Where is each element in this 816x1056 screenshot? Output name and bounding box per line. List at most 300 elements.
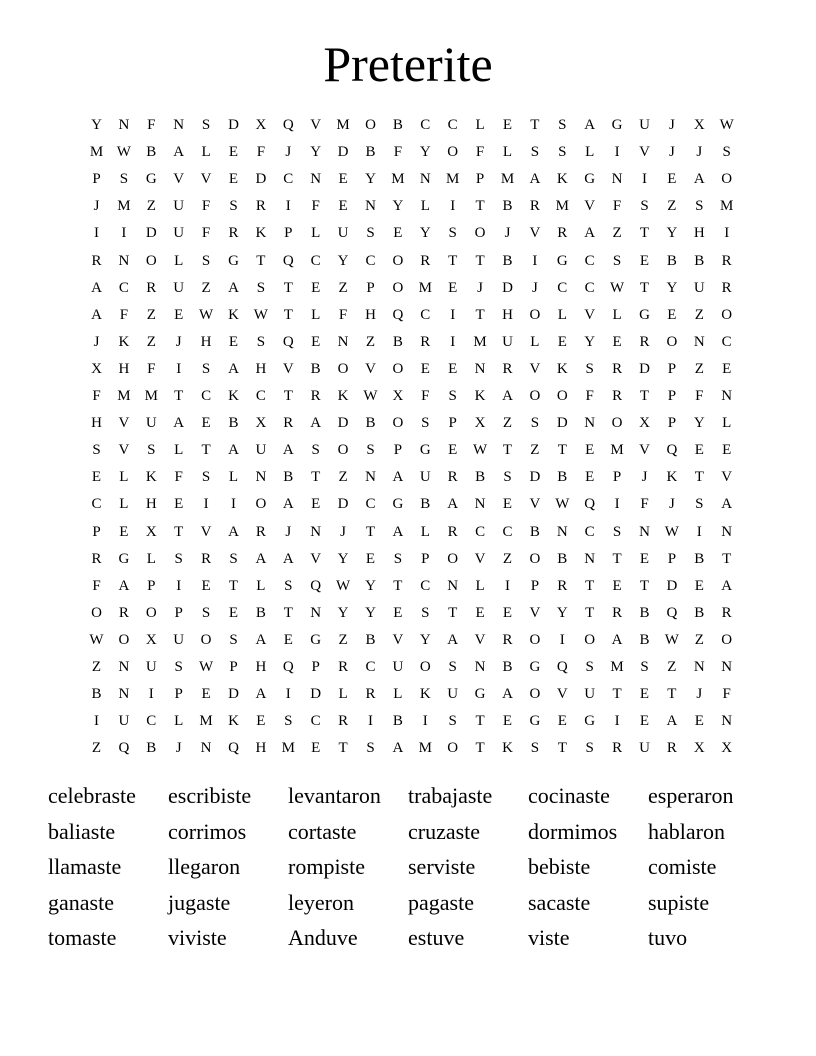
grid-letter: N [310, 604, 322, 621]
word-list-item: tuvo [648, 925, 688, 950]
grid-letter: R [310, 388, 321, 404]
grid-letter: M [446, 171, 460, 188]
grid-letter: W [363, 388, 378, 404]
grid-letter: E [283, 631, 293, 648]
grid-letter: O [145, 252, 157, 269]
grid-letter: D [337, 415, 349, 432]
grid-letter: C [310, 252, 321, 269]
grid-letter: S [311, 442, 320, 459]
grid-letter: S [174, 659, 183, 675]
grid-letter: N [584, 550, 596, 567]
word-list-item: jugaste [168, 889, 231, 915]
grid-letter: T [639, 388, 650, 404]
grid-letter: T [612, 550, 622, 567]
grid-letter: R [639, 333, 650, 350]
grid-letter: J [696, 686, 703, 703]
grid-letter: N [611, 171, 623, 188]
grid-letter: C [420, 306, 431, 323]
grid-letter: N [474, 659, 486, 675]
grid-letter: U [145, 415, 157, 432]
grid-letter: E [502, 713, 513, 730]
grid-letter: J [285, 144, 292, 161]
grid-letter: A [392, 523, 404, 540]
grid-letter: O [118, 631, 130, 648]
grid-letter: M [199, 713, 213, 730]
grid-letter: S [256, 279, 266, 296]
grid-letter: I [696, 523, 702, 540]
grid-letter: J [668, 117, 675, 133]
grid-letter: G [584, 171, 596, 188]
grid-letter: Y [337, 604, 349, 621]
word-list-item: serviste [408, 854, 476, 879]
grid-letter: U [392, 659, 404, 675]
grid-letter: O [91, 604, 102, 621]
grid-letter: S [421, 604, 430, 621]
grid-letter: V [173, 171, 185, 188]
grid-letter: M [89, 144, 104, 161]
grid-letter: R [91, 252, 102, 269]
grid-letter: O [392, 360, 404, 377]
grid-letter: T [475, 306, 485, 323]
grid-letter: B [475, 469, 486, 486]
word-list-item: pagaste [408, 889, 474, 915]
grid-letter: N [310, 171, 322, 188]
grid-letter: F [147, 360, 156, 377]
grid-letter: I [505, 577, 510, 594]
grid-letter: T [639, 577, 650, 594]
grid-letter: Y [310, 144, 322, 161]
grid-letter: T [393, 577, 403, 594]
grid-letter: D [228, 686, 239, 703]
word-list-item: corrimos [168, 818, 247, 844]
grid-letter: N [693, 333, 705, 350]
grid-letter: M [281, 740, 295, 757]
word-list-item: trabajaste [408, 783, 493, 808]
grid-letter: E [502, 117, 513, 133]
grid-letter: N [365, 469, 376, 486]
grid-letter: O [255, 496, 267, 513]
grid-letter: E [393, 604, 403, 621]
grid-letter: Q [310, 577, 322, 594]
grid-letter: N [721, 659, 733, 675]
grid-letter: R [201, 550, 212, 567]
grid-letter: T [283, 279, 293, 296]
grid-letter: B [502, 252, 513, 269]
grid-letter: C [310, 713, 321, 730]
grid-letter: T [228, 577, 239, 594]
grid-letter: O [200, 631, 212, 648]
grid-letter: Z [612, 225, 622, 242]
grid-letter: E [256, 713, 266, 730]
grid-letter: S [229, 550, 238, 567]
grid-letter: A [529, 171, 541, 188]
grid-letter: G [419, 442, 431, 459]
grid-letter: I [148, 686, 154, 703]
grid-letter: S [612, 252, 622, 269]
grid-row [83, 356, 743, 383]
grid-letter: I [614, 496, 620, 513]
grid-letter: E [557, 713, 567, 730]
grid-letter: Q [282, 252, 294, 269]
grid-letter: W [199, 659, 214, 675]
grid-letter: V [639, 442, 650, 459]
grid-letter: V [200, 523, 212, 540]
grid-letter: J [93, 333, 100, 350]
grid-letter: P [92, 171, 101, 188]
grid-letter: P [311, 659, 320, 675]
grid-letter: L [612, 306, 622, 323]
grid-letter: I [450, 333, 456, 350]
grid-letter: E [557, 333, 567, 350]
grid-letter: K [419, 686, 431, 703]
grid-letter: Z [146, 333, 156, 350]
grid-letter: D [337, 496, 349, 513]
word-list-item: leyeron [288, 889, 354, 915]
grid-letter: G [310, 631, 322, 648]
grid-letter: Y [419, 225, 431, 242]
grid-letter: Z [146, 306, 156, 323]
grid-letter: Y [419, 631, 431, 648]
grid-letter: S [256, 333, 266, 350]
grid-letter: R [255, 198, 266, 215]
grid-letter: A [392, 469, 404, 486]
grid-letter: G [639, 306, 650, 323]
grid-letter: S [92, 442, 101, 459]
grid-letter: E [174, 306, 184, 323]
grid-letter: C [91, 496, 102, 513]
grid-letter: G [556, 252, 568, 269]
grid-letter: W [199, 306, 214, 323]
grid-letter: A [502, 686, 513, 703]
grid-letter: S [558, 117, 567, 133]
grid-letter: P [530, 577, 540, 594]
grid-letter: B [639, 631, 650, 648]
grid-letter: D [639, 360, 650, 377]
grid-letter: R [721, 252, 732, 269]
grid-letter: I [94, 225, 99, 242]
grid-letter: G [228, 252, 239, 269]
grid-letter: N [584, 415, 596, 432]
grid-letter: P [667, 415, 677, 432]
grid-letter: E [91, 469, 102, 486]
grid-letter: U [337, 225, 349, 242]
grid-letter: O [584, 631, 596, 648]
word-search-grid [83, 112, 743, 762]
grid-letter: V [529, 225, 541, 242]
grid-letter: E [667, 171, 677, 188]
grid-letter: H [145, 496, 157, 513]
grid-letter: L [146, 550, 156, 567]
grid-letter: P [667, 388, 677, 404]
grid-letter: L [557, 306, 567, 323]
word-list-item: cocinaste [528, 783, 610, 808]
grid-letter: E [667, 306, 677, 323]
grid-letter: S [201, 252, 211, 269]
grid-letter: S [284, 577, 293, 594]
grid-letter: E [174, 496, 184, 513]
grid-letter: D [666, 577, 678, 594]
word-list-item: comiste [648, 854, 717, 879]
grid-letter: T [283, 306, 293, 323]
grid-letter: R [118, 604, 129, 621]
grid-letter: B [694, 604, 705, 621]
grid-letter: T [694, 469, 704, 486]
grid-letter: P [667, 550, 677, 567]
grid-letter: O [721, 171, 733, 188]
grid-letter: O [529, 550, 541, 567]
grid-letter: C [420, 577, 431, 594]
grid-letter: Y [584, 333, 596, 350]
grid-letter: R [612, 740, 623, 757]
grid-letter: K [228, 388, 239, 404]
grid-row [83, 735, 743, 762]
grid-letter: R [721, 604, 732, 621]
grid-letter: I [559, 631, 565, 648]
grid-letter: N [200, 740, 212, 757]
grid-letter: U [173, 631, 185, 648]
grid-letter: L [338, 686, 348, 703]
grid-letter: T [448, 604, 458, 621]
grid-letter: Z [91, 740, 102, 757]
grid-letter: O [392, 252, 404, 269]
grid-row [83, 275, 743, 302]
grid-letter: A [228, 523, 239, 540]
grid-letter: B [146, 740, 157, 757]
grid-letter: A [255, 631, 267, 648]
grid-letter: F [640, 496, 649, 513]
grid-row [83, 491, 743, 518]
grid-letter: T [475, 198, 485, 215]
grid-letter: S [366, 225, 375, 242]
grid-letter: V [529, 496, 541, 513]
grid-letter: O [145, 604, 157, 621]
grid-letter: E [502, 604, 513, 621]
grid-letter: O [721, 631, 733, 648]
grid-letter: E [694, 713, 704, 730]
grid-letter: T [639, 225, 650, 242]
grid-letter: Q [584, 496, 596, 513]
grid-letter: G [474, 686, 486, 703]
grid-letter: Y [365, 171, 376, 188]
grid-letter: L [311, 225, 321, 242]
word-list-item: baliaste [48, 818, 116, 844]
word-list-item: celebraste [48, 783, 136, 808]
grid-letter: V [529, 360, 541, 377]
grid-letter: U [173, 225, 185, 242]
grid-letter: O [337, 360, 349, 377]
grid-letter: E [612, 577, 622, 594]
grid-letter: T [475, 740, 485, 757]
grid-letter: Z [365, 333, 376, 350]
grid-letter: J [93, 198, 100, 215]
grid-letter: U [639, 740, 650, 757]
grid-letter: G [529, 713, 541, 730]
word-list-item: tomaste [48, 925, 117, 950]
grid-letter: X [91, 360, 102, 377]
grid-letter: C [420, 117, 431, 133]
grid-letter: S [612, 523, 622, 540]
word-list-item: levantaron [288, 783, 381, 808]
grid-letter: D [255, 171, 267, 188]
grid-letter: O [392, 415, 404, 432]
grid-letter: Y [365, 577, 376, 594]
grid-letter: X [693, 117, 705, 133]
word-list-item: estuve [408, 925, 465, 950]
grid-letter: R [91, 550, 102, 567]
grid-letter: C [584, 279, 595, 296]
grid-letter: T [585, 577, 595, 594]
grid-letter: M [610, 659, 624, 675]
grid-letter: F [92, 388, 101, 404]
grid-letter: C [255, 388, 266, 404]
grid-letter: D [310, 686, 322, 703]
grid-letter: N [447, 577, 459, 594]
grid-letter: B [694, 252, 705, 269]
grid-letter: Z [201, 279, 211, 296]
grid-letter: G [584, 713, 596, 730]
grid-letter: N [639, 523, 650, 540]
grid-letter: O [365, 117, 376, 133]
grid-letter: W [89, 631, 104, 648]
grid-letter: P [393, 442, 403, 459]
grid-letter: A [228, 279, 239, 296]
grid-letter: N [419, 171, 431, 188]
grid-letter: S [530, 415, 540, 432]
grid-letter: F [338, 306, 348, 323]
grid-letter: J [504, 225, 511, 242]
grid-letter: B [365, 631, 376, 648]
grid-letter: O [474, 225, 486, 242]
grid-letter: W [253, 306, 268, 323]
grid-letter: S [558, 144, 567, 161]
grid-letter: E [338, 171, 348, 188]
grid-letter: U [502, 333, 513, 350]
grid-letter: W [664, 631, 679, 648]
grid-letter: F [585, 388, 594, 404]
grid-letter: Q [118, 740, 130, 757]
grid-letter: F [311, 198, 320, 215]
word-list-item: bebiste [528, 854, 591, 879]
grid-letter: R [420, 333, 431, 350]
grid-letter: V [639, 144, 650, 161]
grid-row [83, 546, 743, 573]
word-list-item: rompiste [288, 854, 365, 879]
grid-letter: A [255, 686, 267, 703]
grid-letter: E [228, 333, 239, 350]
grid-row [83, 627, 743, 654]
grid-letter: E [311, 279, 321, 296]
grid-letter: N [721, 523, 733, 540]
grid-letter: M [117, 388, 131, 404]
grid-letter: S [229, 631, 238, 648]
grid-letter: C [201, 388, 212, 404]
grid-letter: O [447, 144, 459, 161]
grid-letter: B [228, 415, 239, 432]
grid-letter: R [228, 225, 239, 242]
grid-letter: E [201, 686, 211, 703]
grid-letter: T [639, 279, 650, 296]
grid-letter: V [118, 442, 130, 459]
grid-letter: U [693, 279, 705, 296]
grid-letter: L [119, 496, 129, 513]
grid-letter: B [557, 469, 568, 486]
word-list-item: llamaste [48, 854, 122, 879]
grid-letter: Z [502, 550, 513, 567]
grid-letter: I [450, 198, 456, 215]
grid-letter: D [529, 469, 541, 486]
grid-letter: F [421, 388, 430, 404]
grid-letter: T [365, 523, 376, 540]
grid-row [83, 248, 743, 275]
grid-letter: T [283, 604, 293, 621]
grid-letter: Q [666, 442, 678, 459]
grid-letter: I [176, 360, 182, 377]
grid-letter: K [145, 469, 157, 486]
grid-letter: B [502, 198, 513, 215]
grid-letter: I [724, 225, 730, 242]
grid-letter: B [639, 604, 650, 621]
grid-letter: W [116, 144, 131, 161]
grid-letter: P [174, 686, 183, 703]
grid-letter: A [584, 117, 596, 133]
grid-letter: S [119, 171, 129, 188]
grid-letter: A [228, 360, 239, 377]
grid-letter: L [201, 144, 211, 161]
grid-letter: N [173, 117, 185, 133]
grid-letter: E [311, 333, 321, 350]
grid-row [83, 600, 743, 627]
grid-letter: N [556, 523, 568, 540]
grid-letter: P [284, 225, 293, 242]
grid-letter: G [392, 496, 404, 513]
grid-letter: E [585, 442, 595, 459]
grid-letter: R [420, 252, 431, 269]
grid-letter: K [228, 713, 239, 730]
grid-letter: F [695, 388, 704, 404]
grid-letter: J [668, 144, 675, 161]
grid-row [83, 302, 743, 329]
grid-letter: K [556, 360, 568, 377]
grid-letter: O [666, 333, 678, 350]
grid-letter: M [418, 740, 432, 757]
grid-letter: M [336, 117, 350, 133]
grid-letter: Y [337, 550, 349, 567]
grid-letter: S [448, 659, 457, 675]
grid-letter: E [228, 604, 239, 621]
grid-letter: A [282, 442, 294, 459]
grid-letter: X [145, 631, 157, 648]
grid-letter: C [283, 171, 294, 188]
grid-letter: R [612, 360, 623, 377]
grid-letter: X [639, 415, 650, 432]
grid-letter: H [91, 415, 102, 432]
grid-letter: R [612, 388, 623, 404]
grid-letter: H [255, 740, 267, 757]
grid-letter: A [721, 496, 733, 513]
grid-letter: A [255, 550, 267, 567]
grid-letter: A [173, 415, 185, 432]
grid-letter: Q [282, 117, 294, 133]
grid-letter: P [366, 279, 375, 296]
grid-letter: A [502, 388, 513, 404]
grid-row [83, 573, 743, 600]
grid-row [83, 220, 743, 247]
grid-letter: N [118, 117, 130, 133]
word-list-item: viste [528, 925, 570, 950]
grid-letter: J [668, 496, 675, 513]
grid-letter: A [91, 279, 102, 296]
grid-letter: O [529, 631, 541, 648]
